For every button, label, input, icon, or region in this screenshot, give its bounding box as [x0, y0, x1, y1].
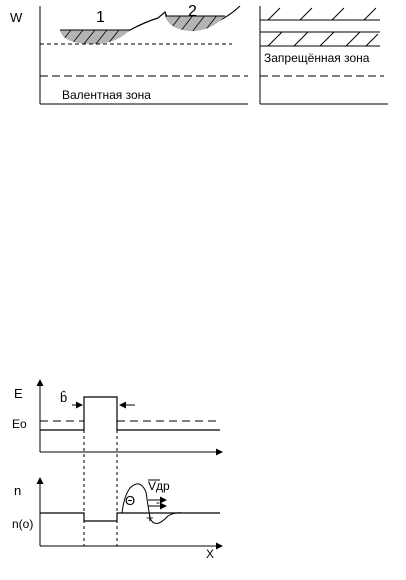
forbidden-zone-label: Запрещённая зона — [264, 51, 370, 65]
valence-band-label: Валентная зона — [62, 88, 151, 102]
x-axis-label: X — [206, 547, 215, 561]
concentration-panel — [12, 430, 222, 561]
concentration-profile — [40, 513, 220, 521]
upper-band-hatching — [268, 8, 376, 20]
energy-label: E — [14, 386, 23, 401]
valley-1-label: 1 — [96, 9, 105, 26]
valley-1-filling — [55, 25, 135, 50]
n-label: n — [14, 483, 22, 498]
n0-label: n(o) — [12, 517, 34, 531]
valley-2-filling — [165, 10, 233, 36]
e0-label: Eo — [12, 417, 27, 431]
band-diagram-left — [10, 3, 248, 104]
theta-label: Θ — [125, 493, 136, 508]
narrow-band-hatching — [268, 32, 378, 46]
energy-axis-label: W — [10, 10, 23, 25]
valley-2-label: 2 — [188, 3, 197, 20]
band-diagram-right — [260, 6, 388, 104]
vdr-label: Vдр — [148, 479, 170, 493]
b-label: b̂ — [60, 390, 68, 405]
energy-profile-panel — [12, 380, 222, 452]
plus-charge: + — [146, 510, 154, 525]
minus-charge: - — [156, 495, 160, 509]
